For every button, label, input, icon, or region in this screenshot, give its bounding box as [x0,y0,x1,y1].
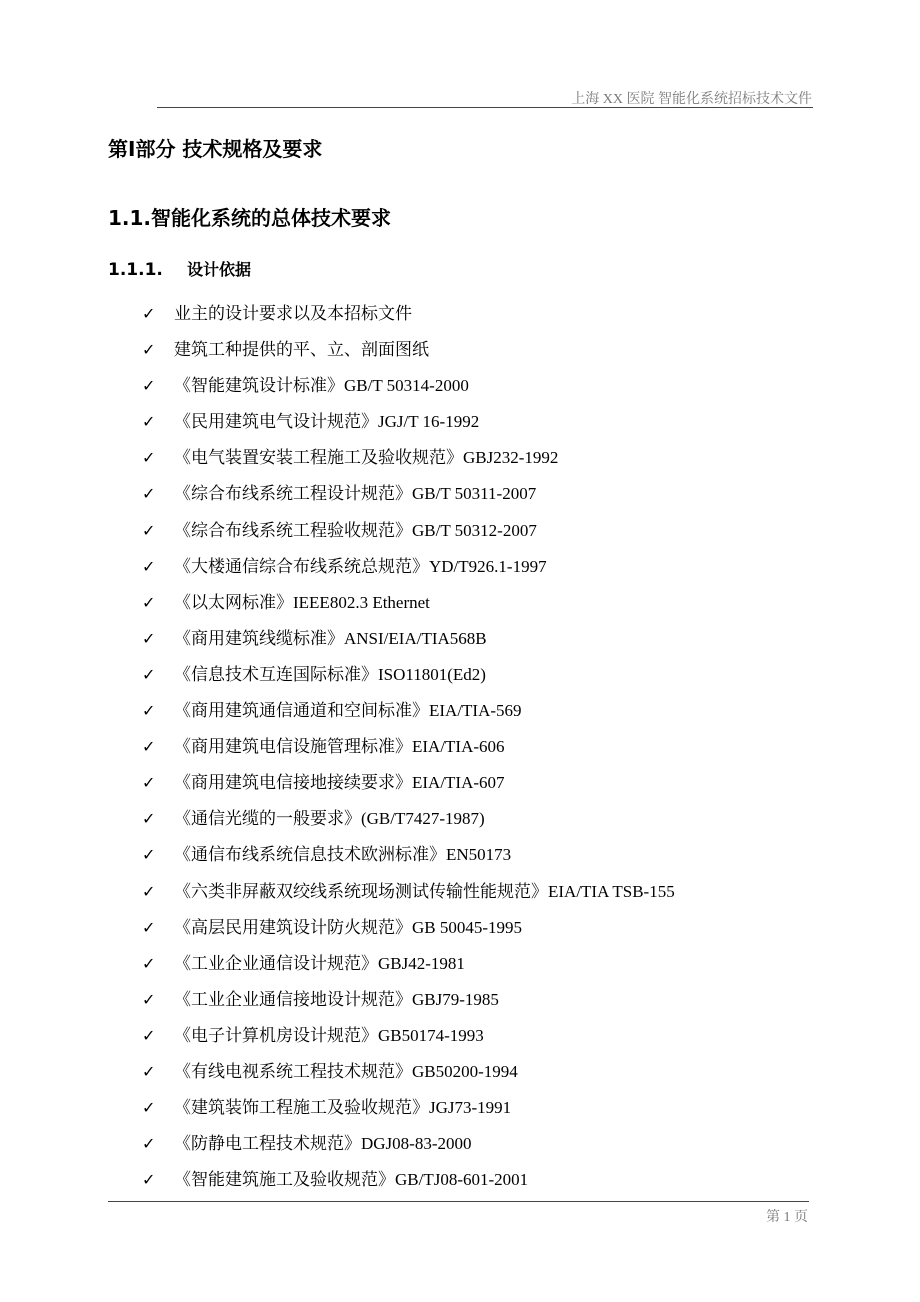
list-item-text: 《信息技术互连国际标准》ISO11801(Ed2) [174,664,486,684]
check-mark-icon: ✓ [142,1025,156,1045]
list-item-text: 《民用建筑电气设计规范》JGJ/T 16-1992 [174,412,480,432]
footer-divider [108,1201,809,1202]
list-item [142,769,675,805]
check-mark-icon: ✓ [142,628,156,648]
check-mark-icon: ✓ [142,1134,156,1154]
list-item-text: 《综合布线系统工程设计规范》GB/T 50311-2007 [174,484,537,504]
header-divider [157,107,813,108]
check-mark-icon: ✓ [142,809,156,829]
subsection-number: 1.1.1. [108,260,163,280]
list-item-text: 《通信光缆的一般要求》(GB/T7427-1987) [174,809,485,829]
list-item [142,841,675,877]
list-item-text: 建筑工种提供的平、立、剖面图纸 [174,340,429,360]
list-item [142,950,675,986]
check-mark-icon: ✓ [142,448,156,468]
check-mark-icon: ✓ [142,1061,156,1081]
check-mark-icon: ✓ [142,376,156,396]
list-item [142,336,675,372]
list-item-text: 《防静电工程技术规范》DGJ08-83-2000 [174,1134,472,1154]
check-mark-icon: ✓ [142,917,156,937]
list-item [142,1022,675,1058]
list-item-text: 《工业企业通信接地设计规范》GBJ79-1985 [174,989,499,1009]
check-mark-icon: ✓ [142,484,156,504]
list-item-text: 《商用建筑线缆标准》ANSI/EIA/TIA568B [174,628,487,648]
list-item [142,300,675,336]
check-mark-icon: ✓ [142,520,156,540]
page-number: 第 1 页 [766,1210,808,1225]
check-mark-icon: ✓ [142,773,156,793]
list-item-text: 《有线电视系统工程技术规范》GB50200-1994 [174,1061,518,1081]
check-mark-icon: ✓ [142,592,156,612]
check-mark-icon: ✓ [142,304,156,323]
list-item [142,661,675,697]
list-item [142,444,675,480]
list-item-text: 《智能建筑施工及验收规范》GB/TJ08-601-2001 [174,1170,529,1190]
list-item-text: 《商用建筑电信设施管理标准》EIA/TIA-606 [174,737,505,757]
list-item-text: 《电气装置安装工程施工及验收规范》GBJ232-1992 [174,448,559,468]
list-item [142,914,675,950]
list-item-text: 《高层民用建筑设计防火规范》GB 50045-1995 [174,917,523,937]
page-header: 上海 XX 医院 智能化系统招标技术文件 [571,92,812,107]
list-item-text: 《商用建筑通信通道和空间标准》EIA/TIA-569 [174,701,522,721]
list-item-text: 业主的设计要求以及本招标文件 [174,304,412,323]
check-mark-icon: ✓ [142,737,156,757]
list-item [142,372,675,408]
list-item [142,589,675,625]
list-item-text: 《电子计算机房设计规范》GB50174-1993 [174,1025,484,1045]
list-item-text: 《六类非屏蔽双绞线系统现场测试传输性能规范》EIA/TIA TSB-155 [174,881,675,901]
check-mark-icon: ✓ [142,989,156,1009]
list-item [142,986,675,1022]
subsection-label: 设计依据 [187,260,252,279]
design-basis-list [142,300,675,1202]
part-title: 第I部分 技术规格及要求 [108,137,323,161]
check-mark-icon: ✓ [142,881,156,901]
check-mark-icon: ✓ [142,1170,156,1190]
check-mark-icon: ✓ [142,953,156,973]
check-mark-icon: ✓ [142,664,156,684]
section-title: 1.1.智能化系统的总体技术要求 [108,206,392,230]
list-item-text: 《智能建筑设计标准》GB/T 50314-2000 [174,376,469,396]
list-item-text: 《综合布线系统工程验收规范》GB/T 50312-2007 [174,520,537,540]
check-mark-icon: ✓ [142,845,156,865]
list-item [142,408,675,444]
list-item [142,1166,675,1202]
list-item [142,1130,675,1166]
check-mark-icon: ✓ [142,1098,156,1118]
check-mark-icon: ✓ [142,412,156,432]
list-item [142,733,675,769]
check-mark-icon: ✓ [142,556,156,576]
check-mark-icon: ✓ [142,340,156,360]
list-item-text: 《通信布线系统信息技术欧洲标准》EN50173 [174,845,512,865]
subsection-heading [108,257,251,280]
list-item-text: 《大楼通信综合布线系统总规范》YD/T926.1-1997 [174,556,547,576]
list-item-text: 《以太网标准》IEEE802.3 Ethernet [174,592,430,612]
check-mark-icon: ✓ [142,701,156,721]
list-item [142,553,675,589]
list-item [142,517,675,553]
list-item-text: 《工业企业通信设计规范》GBJ42-1981 [174,953,465,973]
list-item [142,1058,675,1094]
list-item-text: 《商用建筑电信接地接续要求》EIA/TIA-607 [174,773,505,793]
list-item-text: 《建筑装饰工程施工及验收规范》JGJ73-1991 [174,1098,512,1118]
list-item [142,1094,675,1130]
list-item [142,697,675,733]
list-item [142,878,675,914]
list-item [142,480,675,516]
list-item [142,625,675,661]
list-item [142,805,675,841]
